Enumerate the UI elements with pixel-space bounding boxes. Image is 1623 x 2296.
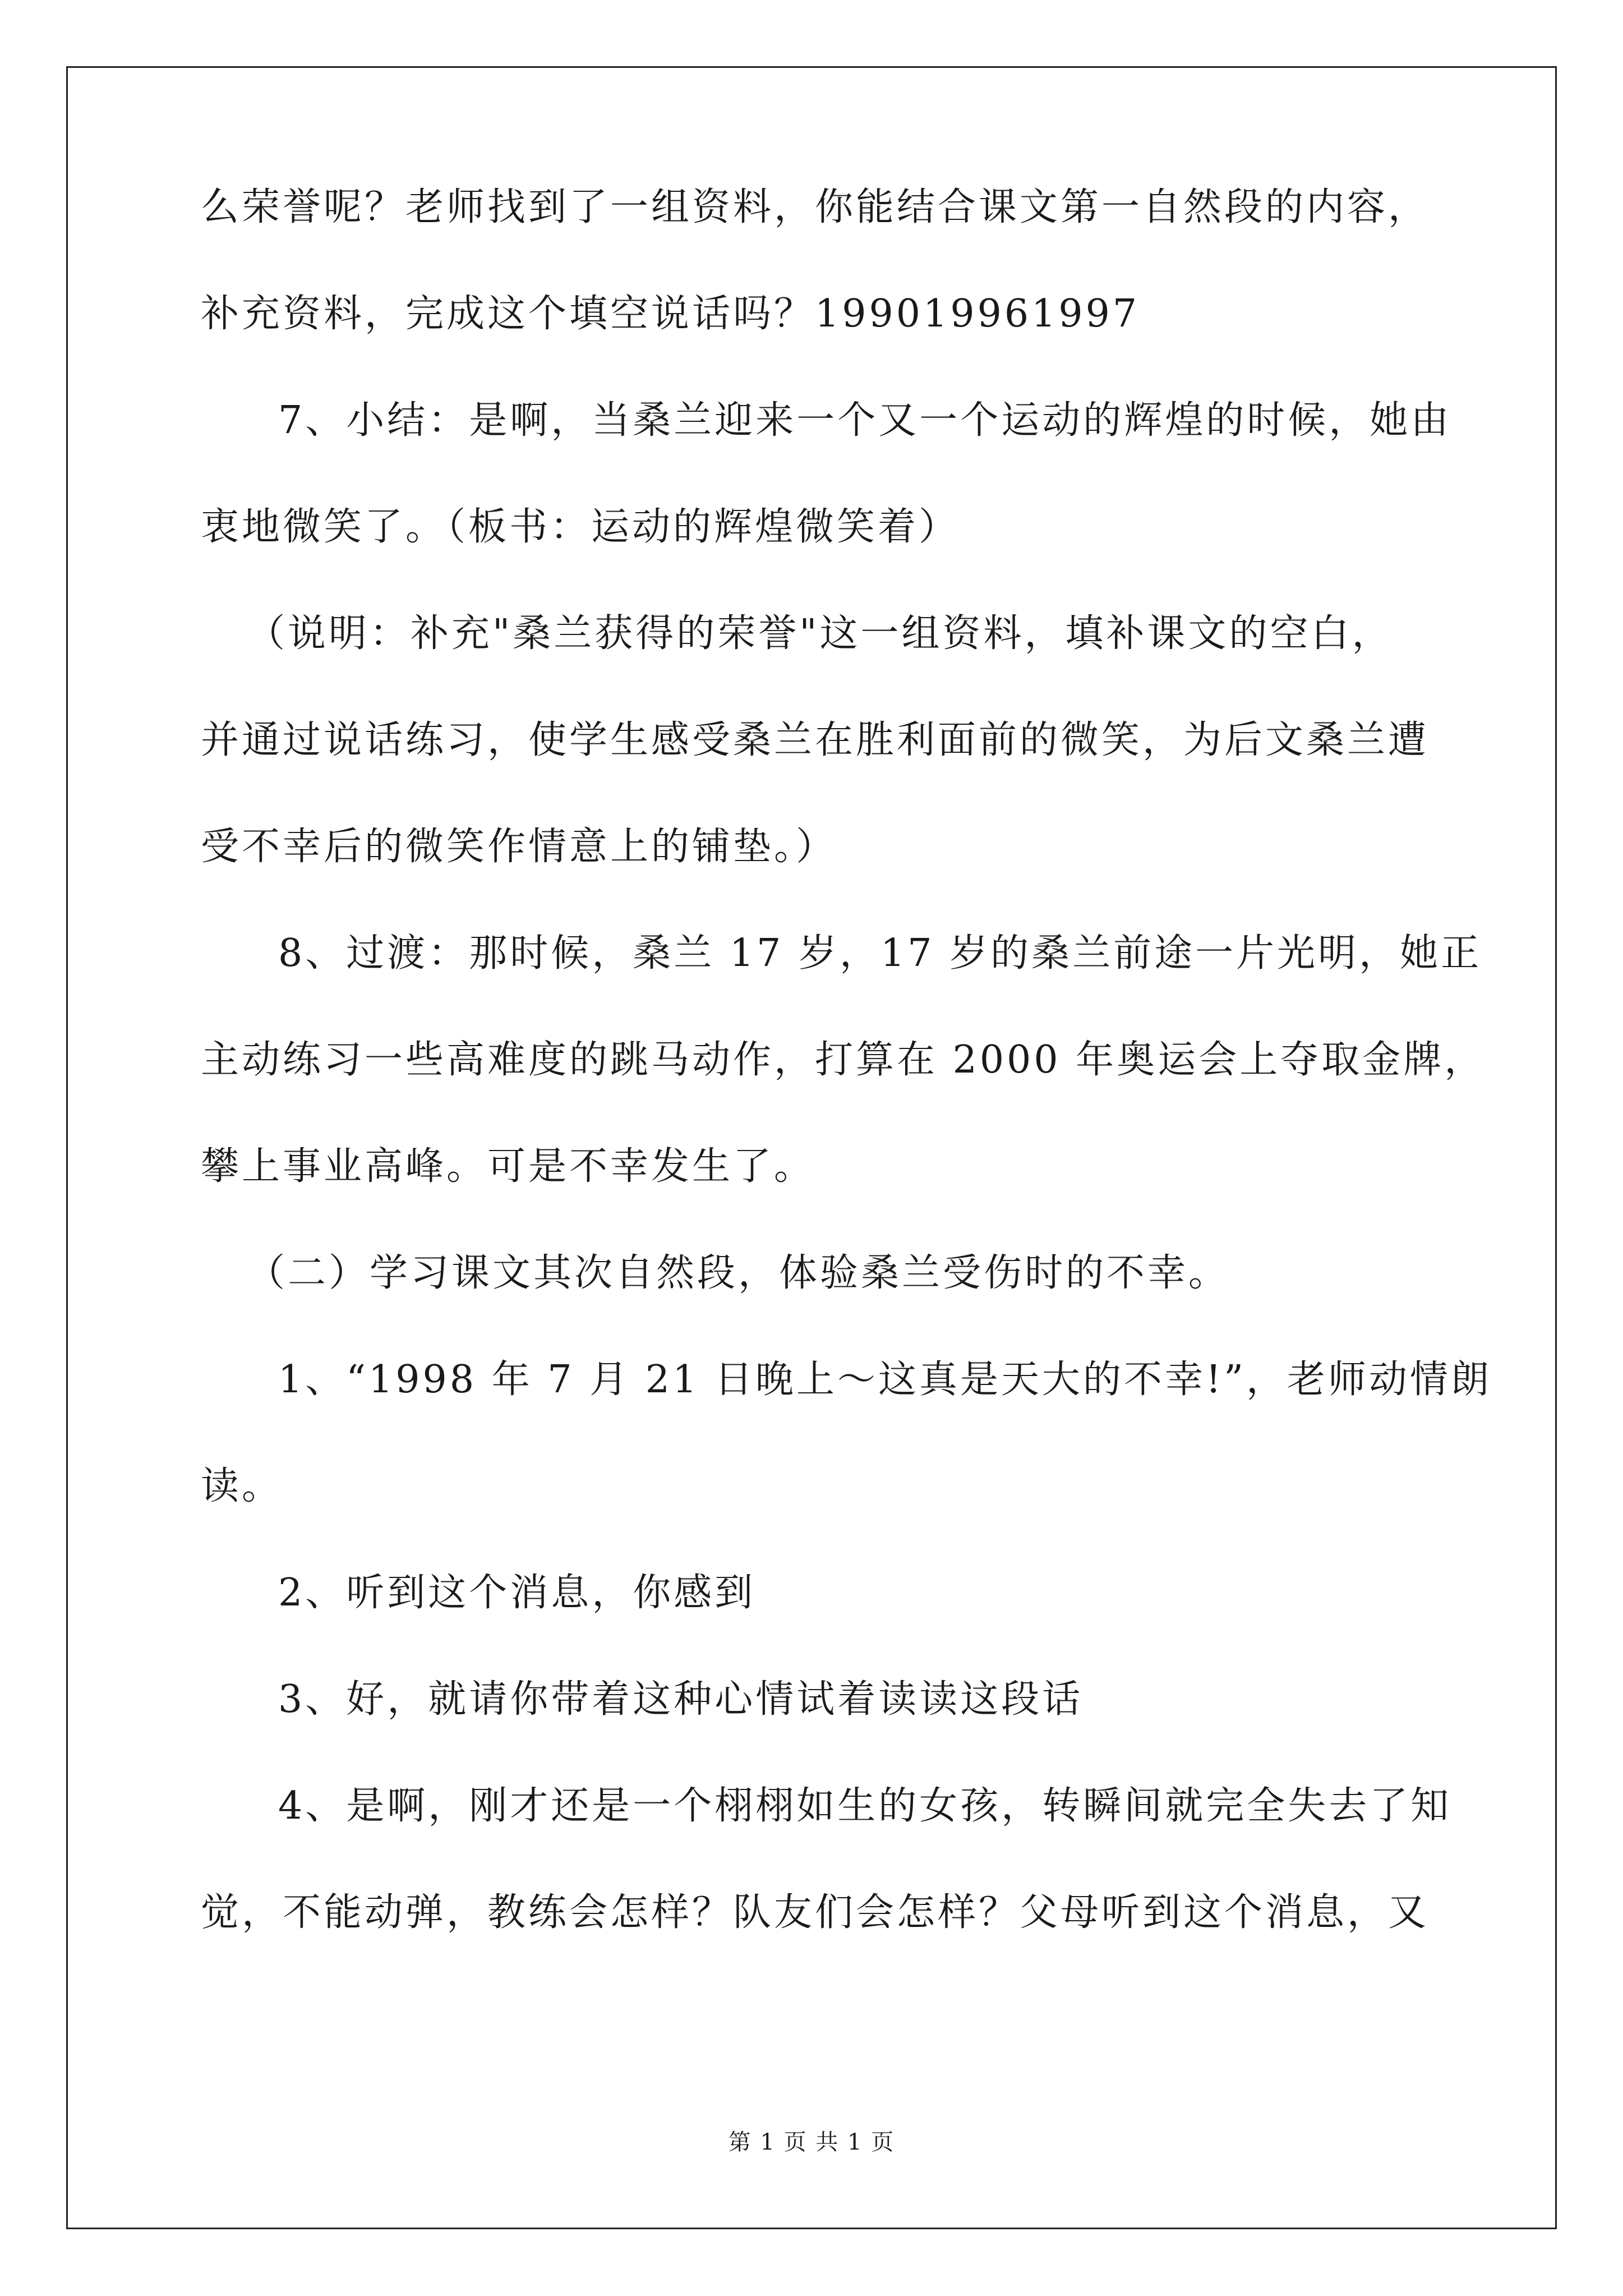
text-line: （说明：补充"桑兰获得的荣誉"这一组资料，填补课文的空白，	[247, 611, 1393, 656]
text-line: 2、听到这个消息，你感到	[278, 1571, 756, 1615]
text-line: 受不幸后的微笑作情意上的铺垫。）	[201, 825, 837, 869]
page-footer: 第 1 页 共 1 页	[728, 2129, 895, 2155]
text-line: 7、小结：是啊，当桑兰迎来一个又一个运动的辉煌的时候，她由	[278, 398, 1452, 443]
text-line: 读。	[201, 1464, 283, 1508]
text-line: 补充资料，完成这个填空说话吗？199019961997	[201, 292, 1140, 336]
text-line: 衷地微笑了。（板书：运动的辉煌微笑着）	[201, 505, 960, 549]
text-line: 4、是啊，刚才还是一个栩栩如生的女孩，转瞬间就完全失去了知	[278, 1784, 1452, 1828]
text-line: 1、“1998 年 7 月 21 日晚上～这真是天大的不幸!”，老师动情朗	[278, 1358, 1492, 1402]
text-line: 么荣誉呢？老师找到了一组资料，你能结合课文第一自然段的内容，	[201, 185, 1430, 229]
section-heading: （二）学习课文其次自然段，体验桑兰受伤时的不幸。	[247, 1251, 1230, 1295]
text-line: 主动练习一些高难度的跳马动作，打算在 2000 年奥运会上夺取金牌，	[201, 1038, 1486, 1082]
text-line: 觉，不能动弹，教练会怎样？队友们会怎样？父母听到这个消息，又	[201, 1890, 1430, 1935]
text-line: 3、好，就请你带着这种心情试着读读这段话	[278, 1677, 1083, 1722]
text-line: 并通过说话练习，使学生感受桑兰在胜利面前的微笑，为后文桑兰遭	[201, 718, 1430, 762]
text-line: 8、过渡：那时候，桑兰 17 岁，17 岁的桑兰前途一片光明，她正	[278, 931, 1482, 976]
text-line: 攀上事业高峰。可是不幸发生了。	[201, 1144, 815, 1189]
